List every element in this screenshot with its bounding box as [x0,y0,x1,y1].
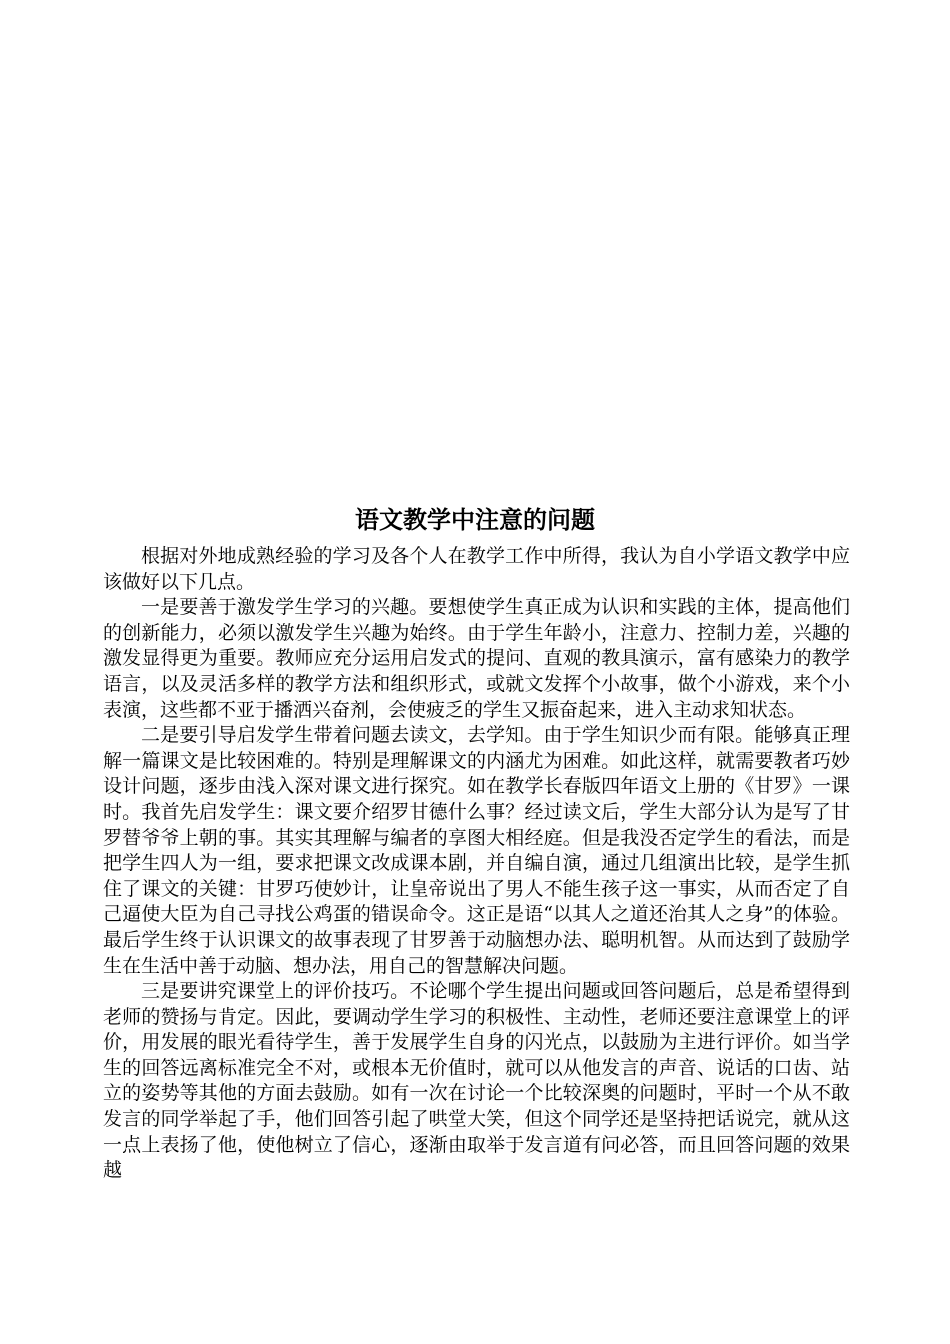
document-title: 语文教学中注意的问题 [355,505,595,534]
paragraph-point-two: 二是要引导启发学生带着问题去读文，去学知。由于学生知识少而有限。能够真正理解一篇课文是比较困难的。特别是理解课文的内涵尤为困难。如此这样，就需要教者巧妙设计问题，逐步由浅入深对课文进行探究。如在教学长春版四年语文上册的《甘罗》一课时。我首先启发学生：课文要介绍罗甘德什么事？经过读文后，学生大部分认为是写了甘罗替爷爷上朝的事。其实其理解与编者的享图大相经庭。但是我没否定学生的看法，而是把学生四人为一组，要求把课文改成课本剧，并自编自演，通过几组演出比较，是学生抓住了课文的关键：甘罗巧使妙计，让皇帝说出了男人不能生孩子这一事实，从而否定了自己逼使大臣为自己寻找公鸡蛋的错误命令。这正是语“以其人之道还治其人之身”的体验。最后学生终于认识课文的故事表现了甘罗善于动脑想办法、聪明机智。从而达到了鼓励学生在生活中善于动脑、想办法，用自己的智慧解决问题。 [103,724,850,977]
paragraph-intro: 根据对外地成熟经验的学习及各个人在教学工作中所得，我认为自小学语文教学中应该做好以下几点。 [103,545,850,593]
document-body [103,544,850,1184]
paragraph-point-three: 三是要讲究课堂上的评价技巧。不论哪个学生提出问题或回答问题后，总是希望得到老师的赞扬与肯定。因此，要调动学生学习的积极性、主动性，老师还要注意课堂上的评价，用发展的眼光看待学生，善于发展学生自身的闪光点，以鼓励为主进行评价。如当学生的回答远离标准完全不对，或根本无价值时，就可以从他发言的声音、说话的口齿、站立的姿势等其他的方面去鼓励。如有一次在讨论一个比较深奥的问题时，平时一个从不敢发言的同学举起了手，他们回答引起了哄堂大笑，但这个同学还是坚持把话说完，就从这一点上表扬了他，使他树立了信心，逐渐由取举于发言道有问必答，而且回答问题的效果越 [103,980,850,1182]
paragraph-point-one: 一是要善于激发学生学习的兴趣。要想使学生真正成为认识和实践的主体，提高他们的创新能力，必须以激发学生兴趣为始终。由于学生年龄小，注意力、控制力差，兴趣的激发显得更为重要。教师应充分运用启发式的提问、直观的教具演示，富有感染力的教学语言，以及灵活多样的教学方法和组织形式，或就文发挥个小故事，做个小游戏，来个小表演，这些都不亚于播洒兴奋剂，会使疲乏的学生又振奋起来，进入主动求知状态。 [103,596,850,721]
